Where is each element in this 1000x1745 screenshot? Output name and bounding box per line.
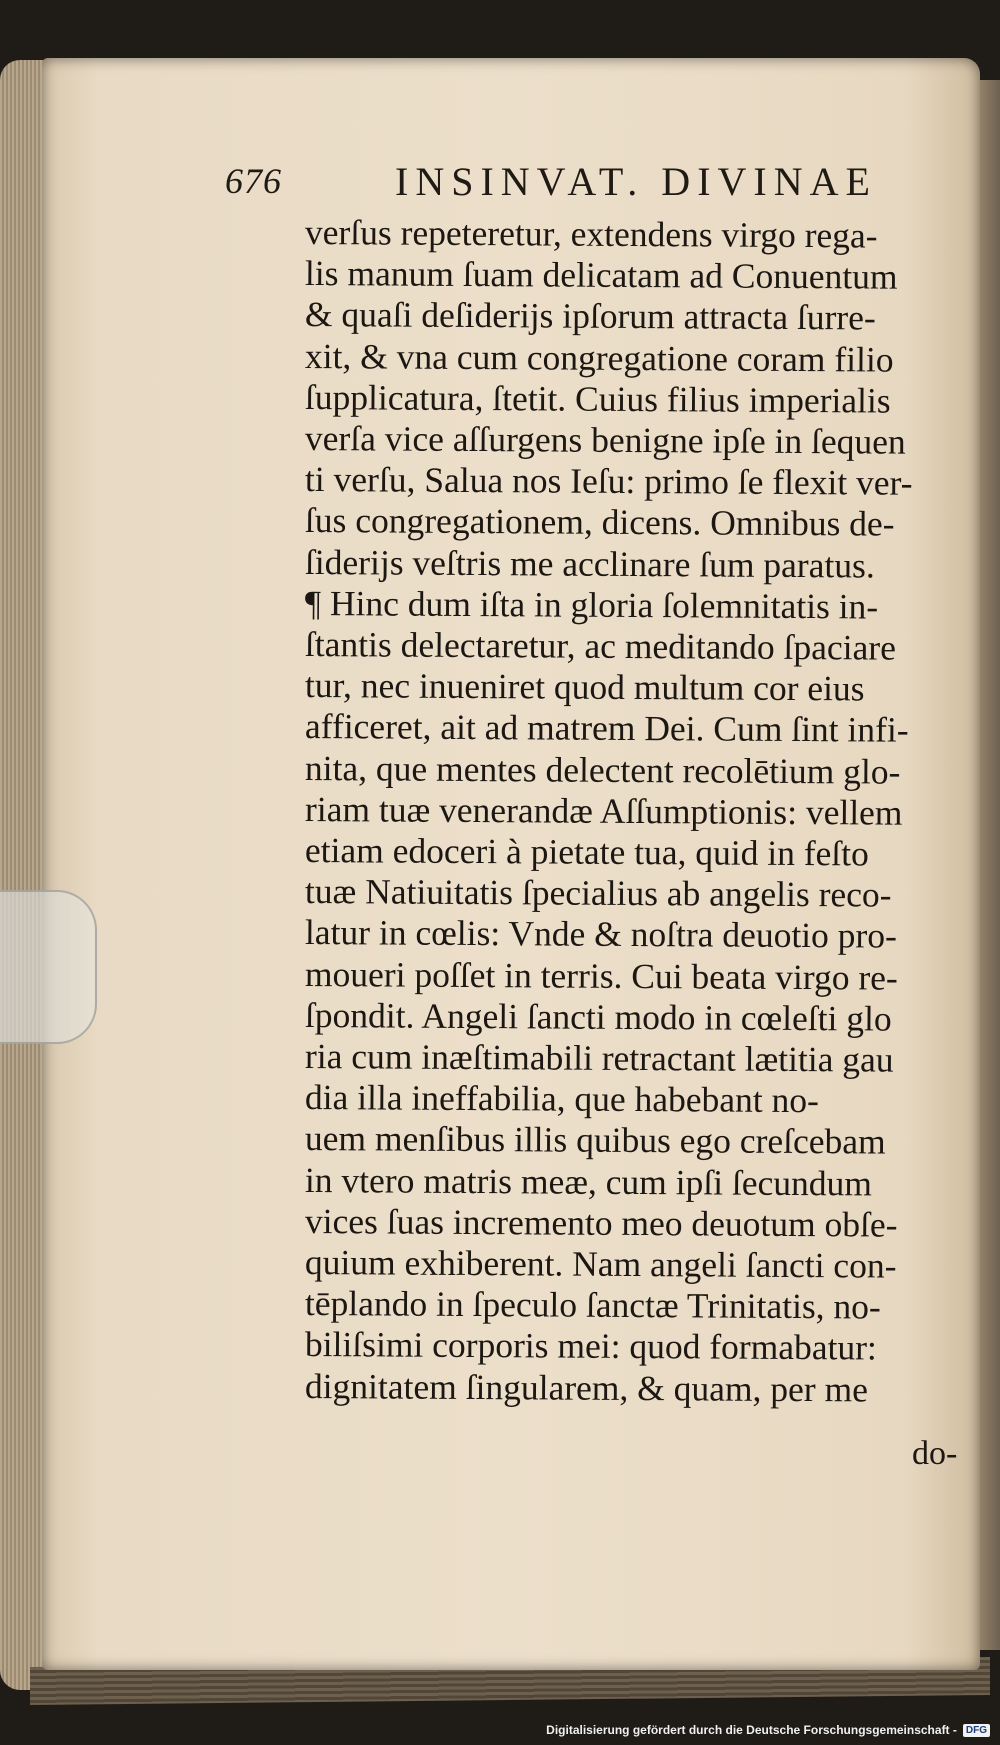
- text-line: biliſsimi corporis mei: quod formabatur:: [304, 1324, 877, 1368]
- text-line: tuæ Natiuitatis ſpecialius ab angelis reco-: [304, 871, 892, 915]
- text-line: dia illa ineffabilia, que habebant no-: [304, 1077, 820, 1121]
- text-line: verſus repeteretur, extendens virgo rega-: [304, 212, 878, 256]
- running-head: INSINVAT. DIVINAE: [395, 159, 877, 204]
- text-line: latur in cœlis: Vnde & noſtra deuotio pro-: [304, 912, 898, 957]
- text-line: etiam edoceri à pietate tua, quid in feſto: [304, 830, 869, 874]
- text-line: tēplando in ſpeculo ſanctæ Trinitatis, no-: [304, 1283, 881, 1327]
- text-line: ſtantis delectaretur, ac meditando ſpaciare: [304, 624, 897, 668]
- text-line: quium exhiberent. Nam angeli ſancti con-: [304, 1242, 897, 1286]
- text-line: verſa vice aſſurgens benigne ipſe in ſequen: [304, 418, 906, 462]
- text-line: lis manum ſuam delicatam ad Conuentum: [304, 253, 898, 297]
- text-line: dignitatem ſingularem, & quam, per me: [304, 1365, 869, 1410]
- text-line: ti verſu, Salua nos Ieſu: primo ſe flexit ver-: [304, 459, 913, 503]
- text-line: tur, nec inueniret quod multum cor eius: [304, 665, 865, 709]
- text-line: xit, & vna cum congregatione coram filio: [304, 335, 894, 380]
- page-header: [225, 160, 925, 210]
- text-line: moueri poſſet in terris. Cui beata virgo re-: [304, 953, 898, 998]
- catchword: do-: [912, 1435, 958, 1472]
- text-line: ria cum inæſtimabili retractant lætitia gau: [304, 1036, 894, 1080]
- credit-text: Digitalisierung gefördert durch die Deutsche Forschungsgemeinschaft -: [546, 1723, 957, 1737]
- text-line: afficeret, ait ad matrem Dei. Cum ſint infi-: [304, 706, 909, 751]
- digitization-credit: [546, 1723, 990, 1737]
- text-line: ſiderijs veſtris me acclinare ſum paratus.: [304, 541, 875, 586]
- dfg-logo: DFG: [963, 1724, 990, 1737]
- text-line: ¶ Hinc dum iſta in gloria ſolemnitatis in-: [304, 582, 879, 627]
- text-line: ſpondit. Angeli ſancti modo in cœleſti glo: [304, 994, 892, 1039]
- page-number: 676: [225, 161, 282, 201]
- text-line: ſus congregationem, dicens. Omnibus de-: [304, 500, 895, 545]
- text-line: riam tuæ venerandæ Aſſumptionis: vellem: [304, 788, 903, 833]
- text-line: nita, que mentes delectent recolētium glo-: [304, 747, 901, 792]
- text-line: ſupplicatura, ſtetit. Cuius filius imperialis: [304, 376, 891, 421]
- page-clip: [0, 890, 97, 1044]
- text-line: in vtero matris meæ, cum ipſi ſecundum: [304, 1159, 873, 1204]
- body-text: [304, 212, 965, 1410]
- text-line: & quaſi deſiderijs ipſorum attracta ſurre-: [304, 294, 876, 338]
- text-line: vices ſuas incremento meo deuotum obſe-: [304, 1200, 898, 1245]
- text-line: uem menſibus illis quibus ego creſcebam: [304, 1118, 886, 1163]
